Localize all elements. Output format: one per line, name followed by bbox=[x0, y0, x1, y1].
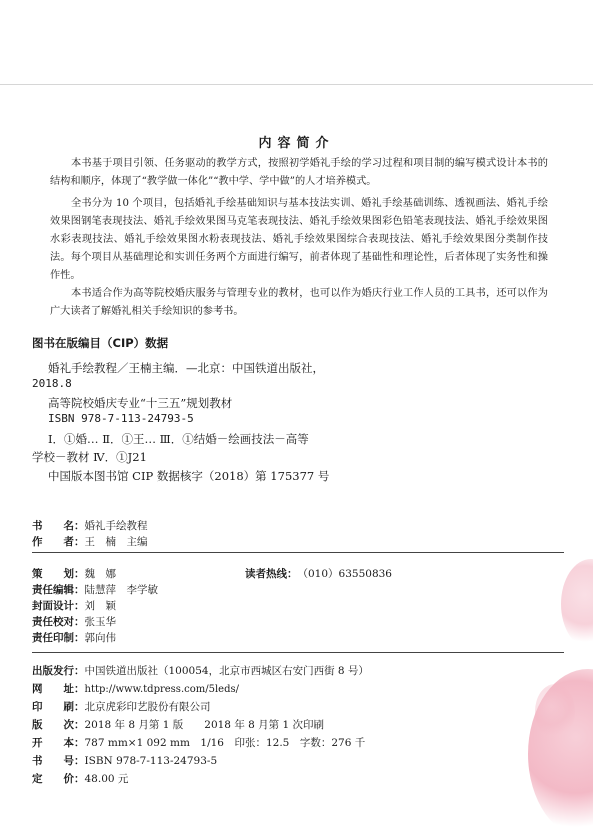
editor-label: 责任编辑： bbox=[32, 584, 85, 596]
price-value: 48.00 元 bbox=[84, 773, 129, 785]
book-title-row bbox=[32, 518, 148, 533]
cover-designer-label: 封面设计： bbox=[32, 600, 85, 612]
printer-label: 印 刷： bbox=[32, 701, 85, 713]
divider bbox=[32, 552, 564, 553]
cip-line-7: 中国版本图书馆 CIP 数据核字（2018）第 175377 号 bbox=[48, 469, 330, 483]
proofreader-label: 责任校对： bbox=[32, 616, 85, 628]
top-rule bbox=[0, 84, 593, 85]
flower-petal-decoration bbox=[561, 559, 593, 649]
planner-label: 策 划： bbox=[32, 568, 85, 580]
cip-line-5: Ⅰ．①婚… Ⅱ．①王… Ⅲ．①结婚－绘画技法－高等 bbox=[48, 432, 309, 446]
editor-row bbox=[32, 582, 158, 597]
print-supervisor-row bbox=[32, 630, 116, 645]
proofreader-value: 张玉华 bbox=[84, 616, 116, 628]
edition-value: 2018 年 8 月第 1 版 2018 年 8 月第 1 次印刷 bbox=[84, 719, 325, 731]
cip-heading: 图书在版编目（CIP）数据 bbox=[32, 336, 169, 350]
format-label: 开 本： bbox=[32, 737, 85, 749]
proofreader-row bbox=[32, 614, 116, 629]
cip-line-2: 2018.8 bbox=[32, 377, 72, 390]
summary-paragraph-1: 本书基于项目引领、任务驱动的教学方式，按照初学婚礼手绘的学习过程和项目制的编写模式设计本书的结构和顺序，体现了“教学做一体化”“教中学、学中做”的人才培养模式。 bbox=[50, 158, 548, 187]
print-supervisor-label: 责任印制： bbox=[32, 632, 85, 644]
website-value: http://www.tdpress.com/5leds/ bbox=[84, 684, 239, 695]
summary-paragraph-2: 全书分为 10 个项目，包括婚礼手绘基础知识与基本技法实训、婚礼手绘基础训练、透视画法、婚礼手绘效果图钢笔表现技法、婚礼手绘效果图马克笔表现技法、婚礼手绘效果图彩色铅笔表现技法、婚礼手绘效果图水彩表现技法、婚礼手绘效果图水粉表现技法、婚礼手绘效果图综合表现技法、婚礼手绘效果图分类制作技法。每个项目从基础理论和实训任务两个方面进行编写，前者体现了基础性和理论性，后者体现了实务性和操作性。 bbox=[50, 198, 548, 281]
publisher-label: 出版发行： bbox=[32, 665, 85, 677]
cover-designer-value: 刘 颖 bbox=[84, 600, 116, 612]
book-title-label: 书 名： bbox=[32, 520, 85, 532]
print-supervisor-value: 郭向伟 bbox=[84, 632, 116, 644]
author-row bbox=[32, 534, 148, 549]
isbn-value: ISBN 978-7-113-24793-5 bbox=[84, 755, 218, 767]
book-title-value: 婚礼手绘教程 bbox=[84, 520, 148, 532]
divider bbox=[32, 652, 564, 653]
cip-line-6: 学校－教材 Ⅳ．①J21 bbox=[32, 450, 147, 464]
price-row bbox=[32, 771, 128, 786]
author-value: 王 楠 主编 bbox=[84, 536, 148, 548]
isbn-row bbox=[32, 753, 217, 768]
planner-value: 魏 娜 bbox=[84, 568, 116, 580]
publisher-row bbox=[32, 663, 369, 678]
editor-value: 陆慧萍 李学敏 bbox=[84, 584, 158, 596]
format-value: 787 mm×1 092 mm 1/16 印张：12.5 字数：276 千 bbox=[84, 737, 366, 749]
printer-row bbox=[32, 699, 211, 714]
cover-designer-row bbox=[32, 598, 116, 613]
website-row bbox=[32, 681, 239, 696]
hotline-label: 读者热线： bbox=[245, 568, 298, 580]
website-label: 网 址： bbox=[32, 683, 85, 695]
edition-row bbox=[32, 717, 324, 732]
publisher-value: 中国铁道出版社（100054，北京市西城区右安门西街 8 号） bbox=[84, 665, 369, 677]
edition-label: 版 次： bbox=[32, 719, 85, 731]
cip-line-3: 高等院校婚庆专业“十三五”规划教材 bbox=[48, 396, 233, 410]
author-label: 作 者： bbox=[32, 536, 85, 548]
cip-line-4: ISBN 978-7-113-24793-5 bbox=[48, 412, 194, 425]
format-row bbox=[32, 735, 365, 750]
summary-paragraph-3: 本书适合作为高等院校婚庆服务与管理专业的教材，也可以作为婚庆行业工作人员的工具书，还可以作为广大读者了解婚礼相关手绘知识的参考书。 bbox=[50, 288, 548, 317]
flower-petal-decoration bbox=[535, 684, 575, 739]
summary-title: 内容简介 bbox=[258, 136, 335, 151]
cip-line-1: 婚礼手绘教程／王楠主编．—北京：中国铁道出版社， bbox=[48, 361, 324, 375]
hotline-row bbox=[245, 566, 392, 581]
isbn-label: 书 号： bbox=[32, 755, 85, 767]
planner-row bbox=[32, 566, 116, 581]
printer-value: 北京虎彩印艺股份有限公司 bbox=[84, 701, 211, 713]
hotline-value: （010）63550836 bbox=[297, 568, 392, 580]
price-label: 定 价： bbox=[32, 773, 85, 785]
